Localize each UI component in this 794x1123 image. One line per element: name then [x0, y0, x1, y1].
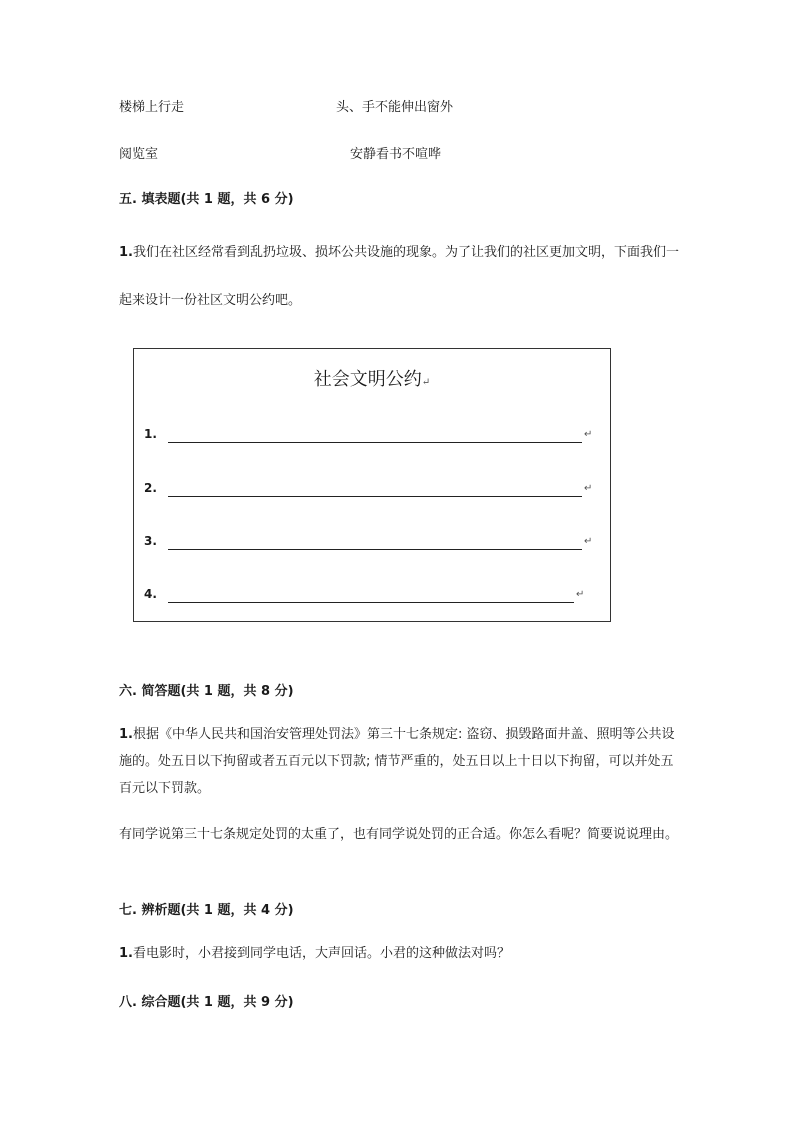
- section7-heading: 七. 辨析题(共 1 题，共 4 分): [119, 903, 294, 918]
- blank-line[interactable]: [168, 549, 582, 550]
- match-right-2: 安静看书不喧哗: [350, 147, 442, 162]
- form-item-number: 4.: [144, 587, 157, 601]
- section5-question: [119, 229, 679, 325]
- return-mark-icon: ↵: [584, 429, 593, 440]
- form-item-number: 3.: [144, 534, 157, 548]
- section8-heading: 八. 综合题(共 1 题，共 9 分): [119, 995, 294, 1010]
- question-text: 我们在社区经常看到乱扔垃圾、损坏公共设施的现象。为了让我们的社区更加文明，下面我们一起来设计一份社区文明公约吧。: [119, 245, 679, 308]
- question-number: 1.: [119, 727, 133, 742]
- section6-question-part2: 有同学说第三十七条规定处罚的太重了，也有同学说处罚的正合适。你怎么看呢？简要说说理由。: [119, 827, 679, 842]
- form-row-1: [144, 427, 604, 447]
- match-left-1: 楼梯上行走: [119, 100, 185, 115]
- match-left-2: 阅览室: [119, 147, 159, 162]
- match-right-1: 头、手不能伸出窗外: [336, 100, 454, 115]
- question-text: 根据《中华人民共和国治安管理处罚法》第三十七条规定: 盗窃、损毁路面井盖、照明等公共设施的。处五日以下拘留或者五百元以下罚款; 情节严重的，处五日以上十日以下拘留，可以并处五百元以下罚款。: [119, 727, 675, 796]
- form-row-2: [144, 481, 604, 501]
- section6-question: [119, 721, 679, 802]
- question-text: 看电影时，小君接到同学电话，大声回话。小君的这种做法对吗？: [132, 946, 510, 961]
- return-mark-icon: ↵: [584, 483, 593, 494]
- return-mark-icon: ↵: [584, 536, 593, 547]
- civility-pledge-form: [133, 348, 611, 622]
- question-number: 1.: [119, 245, 133, 260]
- section6-heading: 六. 简答题(共 1 题，共 8 分): [119, 684, 294, 699]
- section7-question: [119, 940, 679, 967]
- return-mark-icon: ↵: [421, 377, 431, 388]
- form-item-number: 1.: [144, 427, 157, 441]
- form-item-number: 2.: [144, 481, 157, 495]
- section5-heading: 五. 填表题(共 1 题，共 6 分): [119, 192, 294, 207]
- form-title-text: 社会文明公约: [313, 369, 422, 390]
- question-number: 1.: [119, 946, 133, 961]
- blank-line[interactable]: [168, 442, 582, 443]
- form-row-4: [144, 587, 604, 607]
- form-row-3: [144, 534, 604, 554]
- form-title: [134, 365, 610, 391]
- blank-line[interactable]: [168, 602, 574, 603]
- blank-line[interactable]: [168, 496, 582, 497]
- return-mark-icon: ↵: [576, 589, 585, 600]
